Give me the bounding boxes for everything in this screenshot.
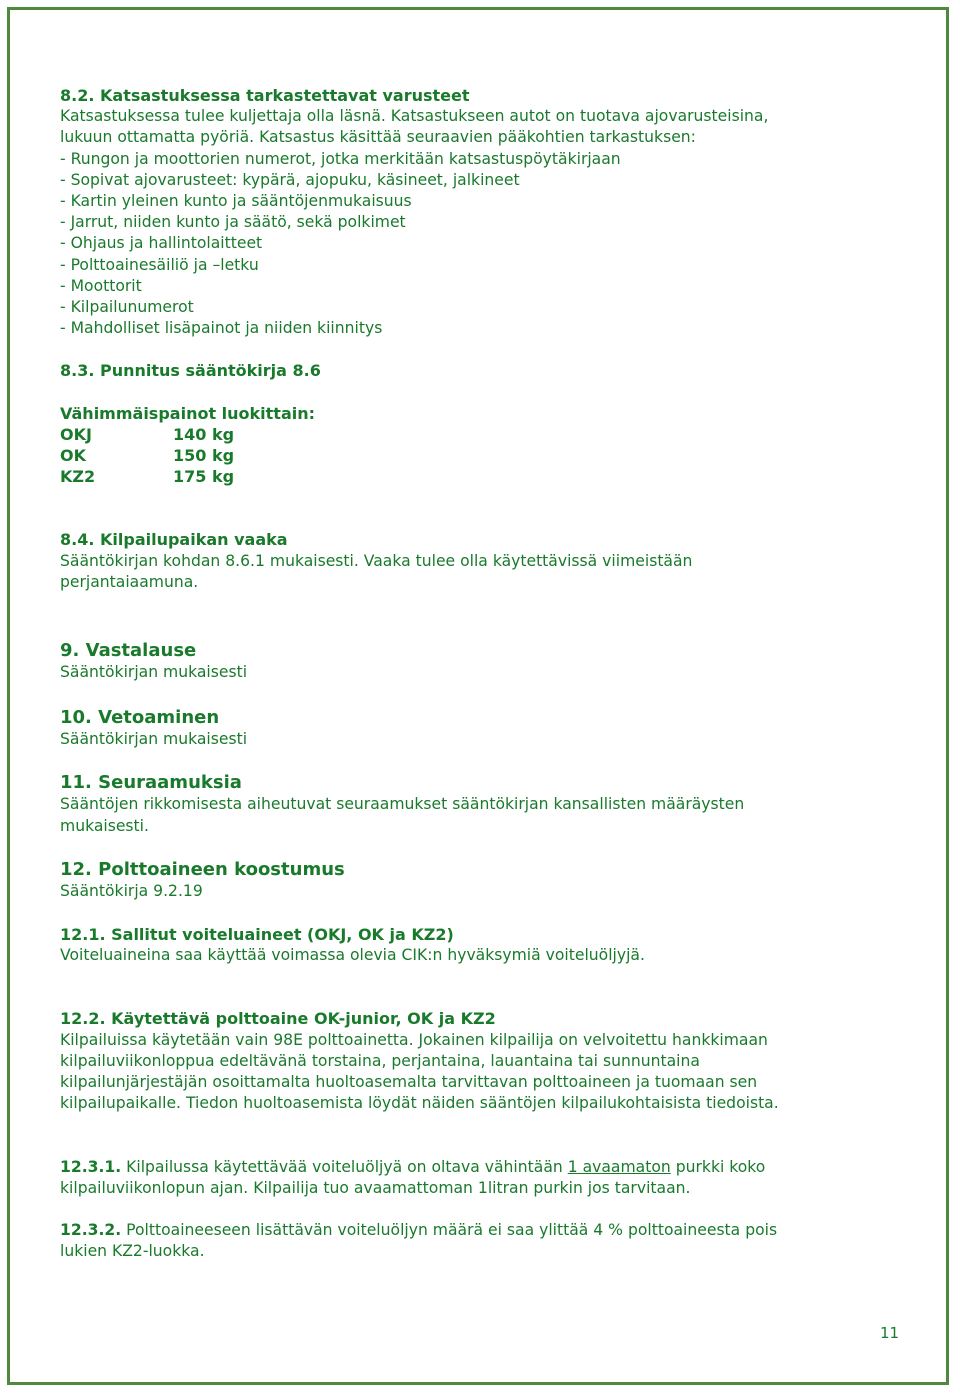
- section-9-heading: 9. Vastalause: [60, 640, 197, 662]
- section-8-4-line-1: Sääntökirjan kohdan 8.6.1 mukaisesti. Vaaka tulee olla käytettävissä viimeistään: [60, 551, 693, 570]
- list-item: - Sopivat ajovarusteet: kypärä, ajopuku, käsineet, jalkineet: [60, 170, 520, 189]
- section-12-2-line: kilpailuviikonloppua edeltävänä torstaina, perjantaina, lauantaina tai sunnuntaina: [60, 1051, 700, 1070]
- section-12-2-line: kilpailupaikalle. Tiedon huoltoasemista löydät näiden sääntöjen kilpailukohtaisista tiedoista.: [60, 1094, 779, 1113]
- section-8-4-heading: 8.4. Kilpailupaikan vaaka: [60, 530, 288, 550]
- section-8-3-heading: 8.3. Punnitus sääntökirja 8.6: [60, 361, 321, 381]
- inspection-list: [60, 149, 860, 340]
- section-12-3-1-text-b: purkki koko: [670, 1157, 766, 1176]
- list-item: - Polttoainesäiliö ja –letku: [60, 255, 259, 274]
- section-8-2-heading: 8.2. Katsastuksessa tarkastettavat varusteet: [60, 86, 470, 105]
- section-12-heading: 12. Polttoaineen koostumus: [60, 858, 345, 880]
- weight-value: 175 kg: [173, 467, 235, 487]
- section-12-3-1-line-1: [60, 1157, 860, 1178]
- section-12-3-1-text-a: Kilpailussa käytettävää voiteluöljyä on oltava vähintään: [121, 1157, 568, 1176]
- section-12-2-heading: 12.2. Käytettävä polttoaine OK-junior, OK ja KZ2: [60, 1009, 496, 1029]
- section-10-text: Sääntökirjan mukaisesti: [60, 730, 248, 749]
- section-12-1-heading: 12.1. Sallitut voiteluaineet (OKJ, OK ja KZ2): [60, 925, 454, 945]
- page-number: 11: [880, 1324, 900, 1342]
- min-weights-heading: Vähimmäispainot luokittain:: [60, 403, 316, 423]
- list-item: - Kilpailunumerot: [60, 298, 194, 317]
- section-12-1-text: Voiteluaineina saa käyttää voimassa olevia CIK:n hyväksymiä voiteluöljyjä.: [60, 946, 645, 965]
- document-body: [60, 85, 860, 1262]
- section-11-line-2: mukaisesti.: [60, 816, 149, 835]
- section-12-3-1-underlined: 1 avaamaton: [567, 1157, 671, 1176]
- section-12-2-line: kilpailunjärjestäjän osoittamalta huoltoasemalta tarvittavan polttoaineen ja tuomaan sen: [60, 1073, 758, 1092]
- section-12-3-2-line-2: lukien KZ2-luokka.: [60, 1242, 205, 1261]
- section-12-3-2-number: 12.3.2.: [60, 1220, 122, 1239]
- section-11-heading: 11. Seuraamuksia: [60, 772, 242, 794]
- section-11-line-1: Sääntöjen rikkomisesta aiheutuvat seuraamukset sääntökirjan kansallisten määräysten: [60, 795, 745, 814]
- weights-table: [60, 424, 860, 488]
- weight-value: 140 kg: [173, 424, 235, 444]
- section-12-3-2-line-1: [60, 1220, 860, 1241]
- section-9-text: Sääntökirjan mukaisesti: [60, 663, 248, 682]
- section-8-2-intro-2: lukuun ottamatta pyöriä. Katsastus käsittää seuraavien pääkohtien tarkastuksen:: [60, 128, 696, 147]
- list-item: - Mahdolliset lisäpainot ja niiden kiinnitys: [60, 319, 383, 338]
- section-12-3-1-line-2: kilpailuviikonlopun ajan. Kilpailija tuo avaamattoman 1litran purkin jos tarvitaan.: [60, 1178, 691, 1197]
- list-item: - Moottorit: [60, 276, 142, 295]
- section-12-3-2-text: Polttoaineeseen lisättävän voiteluöljyn määrä ei saa ylittää 4 % polttoaineesta pois: [121, 1220, 778, 1239]
- section-8-4-line-2: perjantaiaamuna.: [60, 572, 199, 591]
- section-10-heading: 10. Vetoaminen: [60, 707, 220, 729]
- list-item: - Ohjaus ja hallintolaitteet: [60, 234, 263, 253]
- list-item: - Jarrut, niiden kunto ja säätö, sekä polkimet: [60, 213, 406, 232]
- weight-value: 150 kg: [173, 446, 235, 466]
- weight-class: KZ2: [60, 467, 96, 487]
- section-12-text: Sääntökirja 9.2.19: [60, 881, 203, 900]
- section-8-2-intro-1: Katsastuksessa tulee kuljettaja olla läsnä. Katsastukseen autot on tuotava ajovarusteisina,: [60, 107, 769, 126]
- weight-class: OKJ: [60, 424, 92, 444]
- list-item: - Kartin yleinen kunto ja sääntöjenmukaisuus: [60, 192, 412, 211]
- list-item: - Rungon ja moottorien numerot, jotka merkitään katsastuspöytäkirjaan: [60, 149, 621, 168]
- weight-class: OK: [60, 446, 86, 466]
- section-12-2-line: Kilpailuissa käytetään vain 98E polttoainetta. Jokainen kilpailija on velvoitettu hankkimaan: [60, 1030, 768, 1049]
- section-12-3-1-number: 12.3.1.: [60, 1157, 122, 1176]
